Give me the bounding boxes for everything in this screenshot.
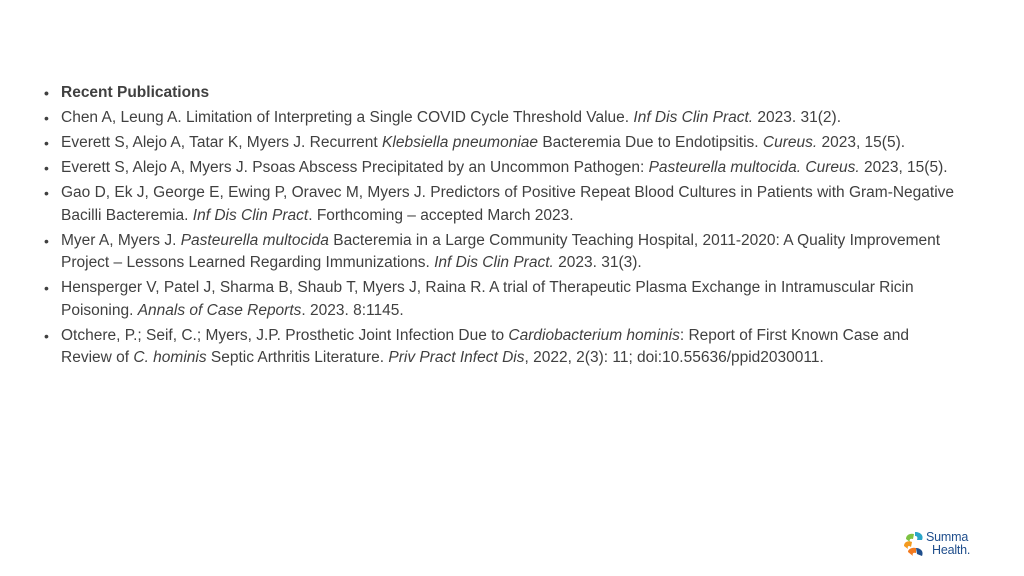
italic-text-run: Annals of Case Reports <box>137 301 302 319</box>
text-run: Chen A, Leung A. Limitation of Interpreting a Single COVID Cycle Threshold Value. <box>61 109 634 126</box>
publication-item <box>44 325 964 370</box>
italic-text-run: Klebsiella pneumoniae <box>382 134 539 151</box>
text-run: Gao D, Ek J, George E, Ewing P, Oravec M, Myers J. Predictors of Positive Repeat Blood Cultures in Patients with Gram-Negative Bacilli Bacteremia. <box>61 184 955 224</box>
italic-text-run: Cardiobacterium hominis <box>508 326 680 344</box>
text-run: 2023, 15(5). <box>859 159 948 176</box>
publications-heading: • Recent Publications <box>44 82 964 105</box>
logo-word-health: Health. <box>932 543 971 557</box>
text-run: . 2023. 8:1145. <box>301 301 404 319</box>
italic-text-run: Priv Pract Infect Dis <box>388 349 525 366</box>
summa-health-logo-mark-icon <box>902 530 928 560</box>
italic-text-run: Inf Dis Clin Pract. <box>434 254 554 271</box>
publication-item <box>44 107 964 130</box>
text-run: Bacteremia Due to Endotipsitis. <box>538 134 763 151</box>
text-run: Myer A, Myers J. <box>61 231 181 249</box>
publication-item <box>44 230 964 275</box>
italic-text-run: C. hominis <box>133 349 207 366</box>
italic-text-run: Pasteurella multocida. Cureus. <box>648 159 860 176</box>
text-run: 2023. 31(3). <box>553 254 642 271</box>
italic-text-run: Cureus. <box>762 134 818 151</box>
italic-text-run: Inf Dis Clin Pract <box>192 206 309 224</box>
italic-text-run: Inf Dis Clin Pract. <box>633 109 754 126</box>
text-run: : Report of First Known Case and Review of <box>61 326 910 366</box>
text-run: Septic Arthritis Literature. <box>206 349 389 366</box>
publication-item <box>44 132 964 155</box>
text-run: . Forthcoming – accepted March 2023. <box>308 206 574 224</box>
text-run: Everett S, Alejo A, Myers J. Psoas Abscess Precipitated by an Uncommon Pathogen: <box>61 159 649 176</box>
text-run: , 2022, 2(3): 11; doi:10.55636/ppid2030011. <box>524 349 824 366</box>
text-run: 2023. 31(2). <box>753 109 842 126</box>
publication-list <box>44 82 964 370</box>
slide-content <box>44 82 964 372</box>
publication-item <box>44 182 964 227</box>
publication-item <box>44 157 964 180</box>
text-run: Everett S, Alejo A, Tatar K, Myers J. Recurrent <box>61 134 383 151</box>
text-run: 2023, 15(5). <box>817 134 906 151</box>
summa-health-logo-text <box>926 531 970 557</box>
summa-health-logo <box>902 528 982 562</box>
text-run: Bacteremia in a Large Community Teaching Hospital, 2011-2020: A Quality Improvement Project – Lessons Learned Regarding Immunizations. <box>61 231 941 271</box>
publication-item <box>44 277 964 322</box>
text-run: Hensperger V, Patel J, Sharma B, Shaub T, Myers J, Raina R. A trial of Therapeutic Plasma Exchange in Intramuscular Ricin Poisoning. <box>61 279 914 319</box>
logo-word-summa: Summa <box>926 530 969 544</box>
text-run: Otchere, P.; Seif, C.; Myers, J.P. Prosthetic Joint Infection Due to <box>61 326 509 344</box>
italic-text-run: Pasteurella multocida <box>180 231 329 249</box>
